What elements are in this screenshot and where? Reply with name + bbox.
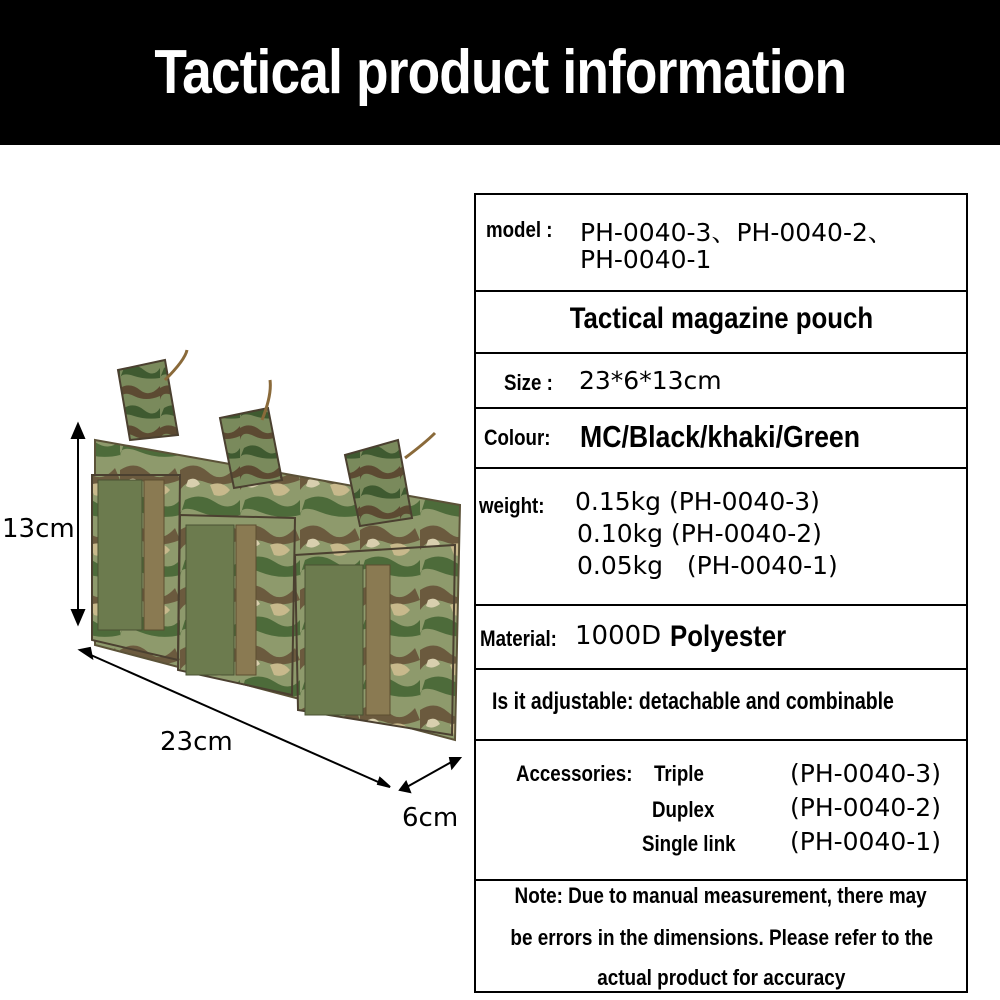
pouch-flap-left <box>118 350 187 440</box>
colour-label: Colour: <box>484 425 551 450</box>
material-value-word: Polyester <box>670 620 787 653</box>
row-model <box>476 195 966 292</box>
material-label: Material: <box>480 626 557 651</box>
note-line-1: Note: Due to manual measurement, there may <box>514 883 928 908</box>
accessory-code-3: (PH-0040-1) <box>790 827 941 856</box>
depth-arrow <box>400 758 460 792</box>
size-label: Size : <box>504 370 553 395</box>
accessories-label: Accessories: <box>516 761 633 786</box>
material-value-number: 1000D <box>575 621 662 651</box>
product-name: Tactical magazine pouch <box>569 302 873 335</box>
model-label: model : <box>486 217 553 242</box>
note-line-3: actual product for accuracy <box>596 965 846 990</box>
weight-label: weight: <box>479 493 545 518</box>
accessory-code-1: (PH-0040-3) <box>790 759 941 788</box>
page-title: Tactical product information <box>154 38 846 107</box>
row-accessories <box>476 741 966 881</box>
pouch-left <box>92 475 180 660</box>
accessory-name-2: Duplex <box>652 797 715 822</box>
magazine-pouch-image <box>0 340 470 840</box>
row-material <box>476 606 966 670</box>
spec-table <box>474 193 968 993</box>
model-value-line1: PH-0040-3、PH-0040-2、 <box>580 218 893 247</box>
weight-value-2: 0.10kg (PH-0040-2) <box>577 519 822 548</box>
height-label: 13cm <box>2 514 75 544</box>
row-note <box>476 881 966 991</box>
accessory-name-1: Triple <box>654 761 704 786</box>
row-adjustable <box>476 670 966 741</box>
pouch-middle <box>178 515 295 695</box>
accessory-code-2: (PH-0040-2) <box>790 793 941 822</box>
weight-value-1: 0.15kg (PH-0040-3) <box>575 487 820 516</box>
adjustable-text: Is it adjustable: detachable and combinable <box>492 688 894 715</box>
header-banner <box>0 0 1000 145</box>
row-weight <box>476 469 966 606</box>
row-colour <box>476 409 966 469</box>
pouch-right <box>295 545 455 735</box>
row-size <box>476 354 966 409</box>
accessory-name-3: Single link <box>642 831 736 856</box>
note-line-2: be errors in the dimensions. Please refer to the <box>510 925 934 950</box>
weight-value-3: 0.05kg (PH-0040-1) <box>577 551 838 580</box>
row-product-name <box>476 292 966 354</box>
model-value-line2: PH-0040-1 <box>580 245 712 274</box>
size-value: 23*6*13cm <box>579 366 722 395</box>
length-label: 23cm <box>160 727 233 757</box>
colour-value: MC/Black/khaki/Green <box>580 419 861 454</box>
depth-label: 6cm <box>402 803 459 833</box>
